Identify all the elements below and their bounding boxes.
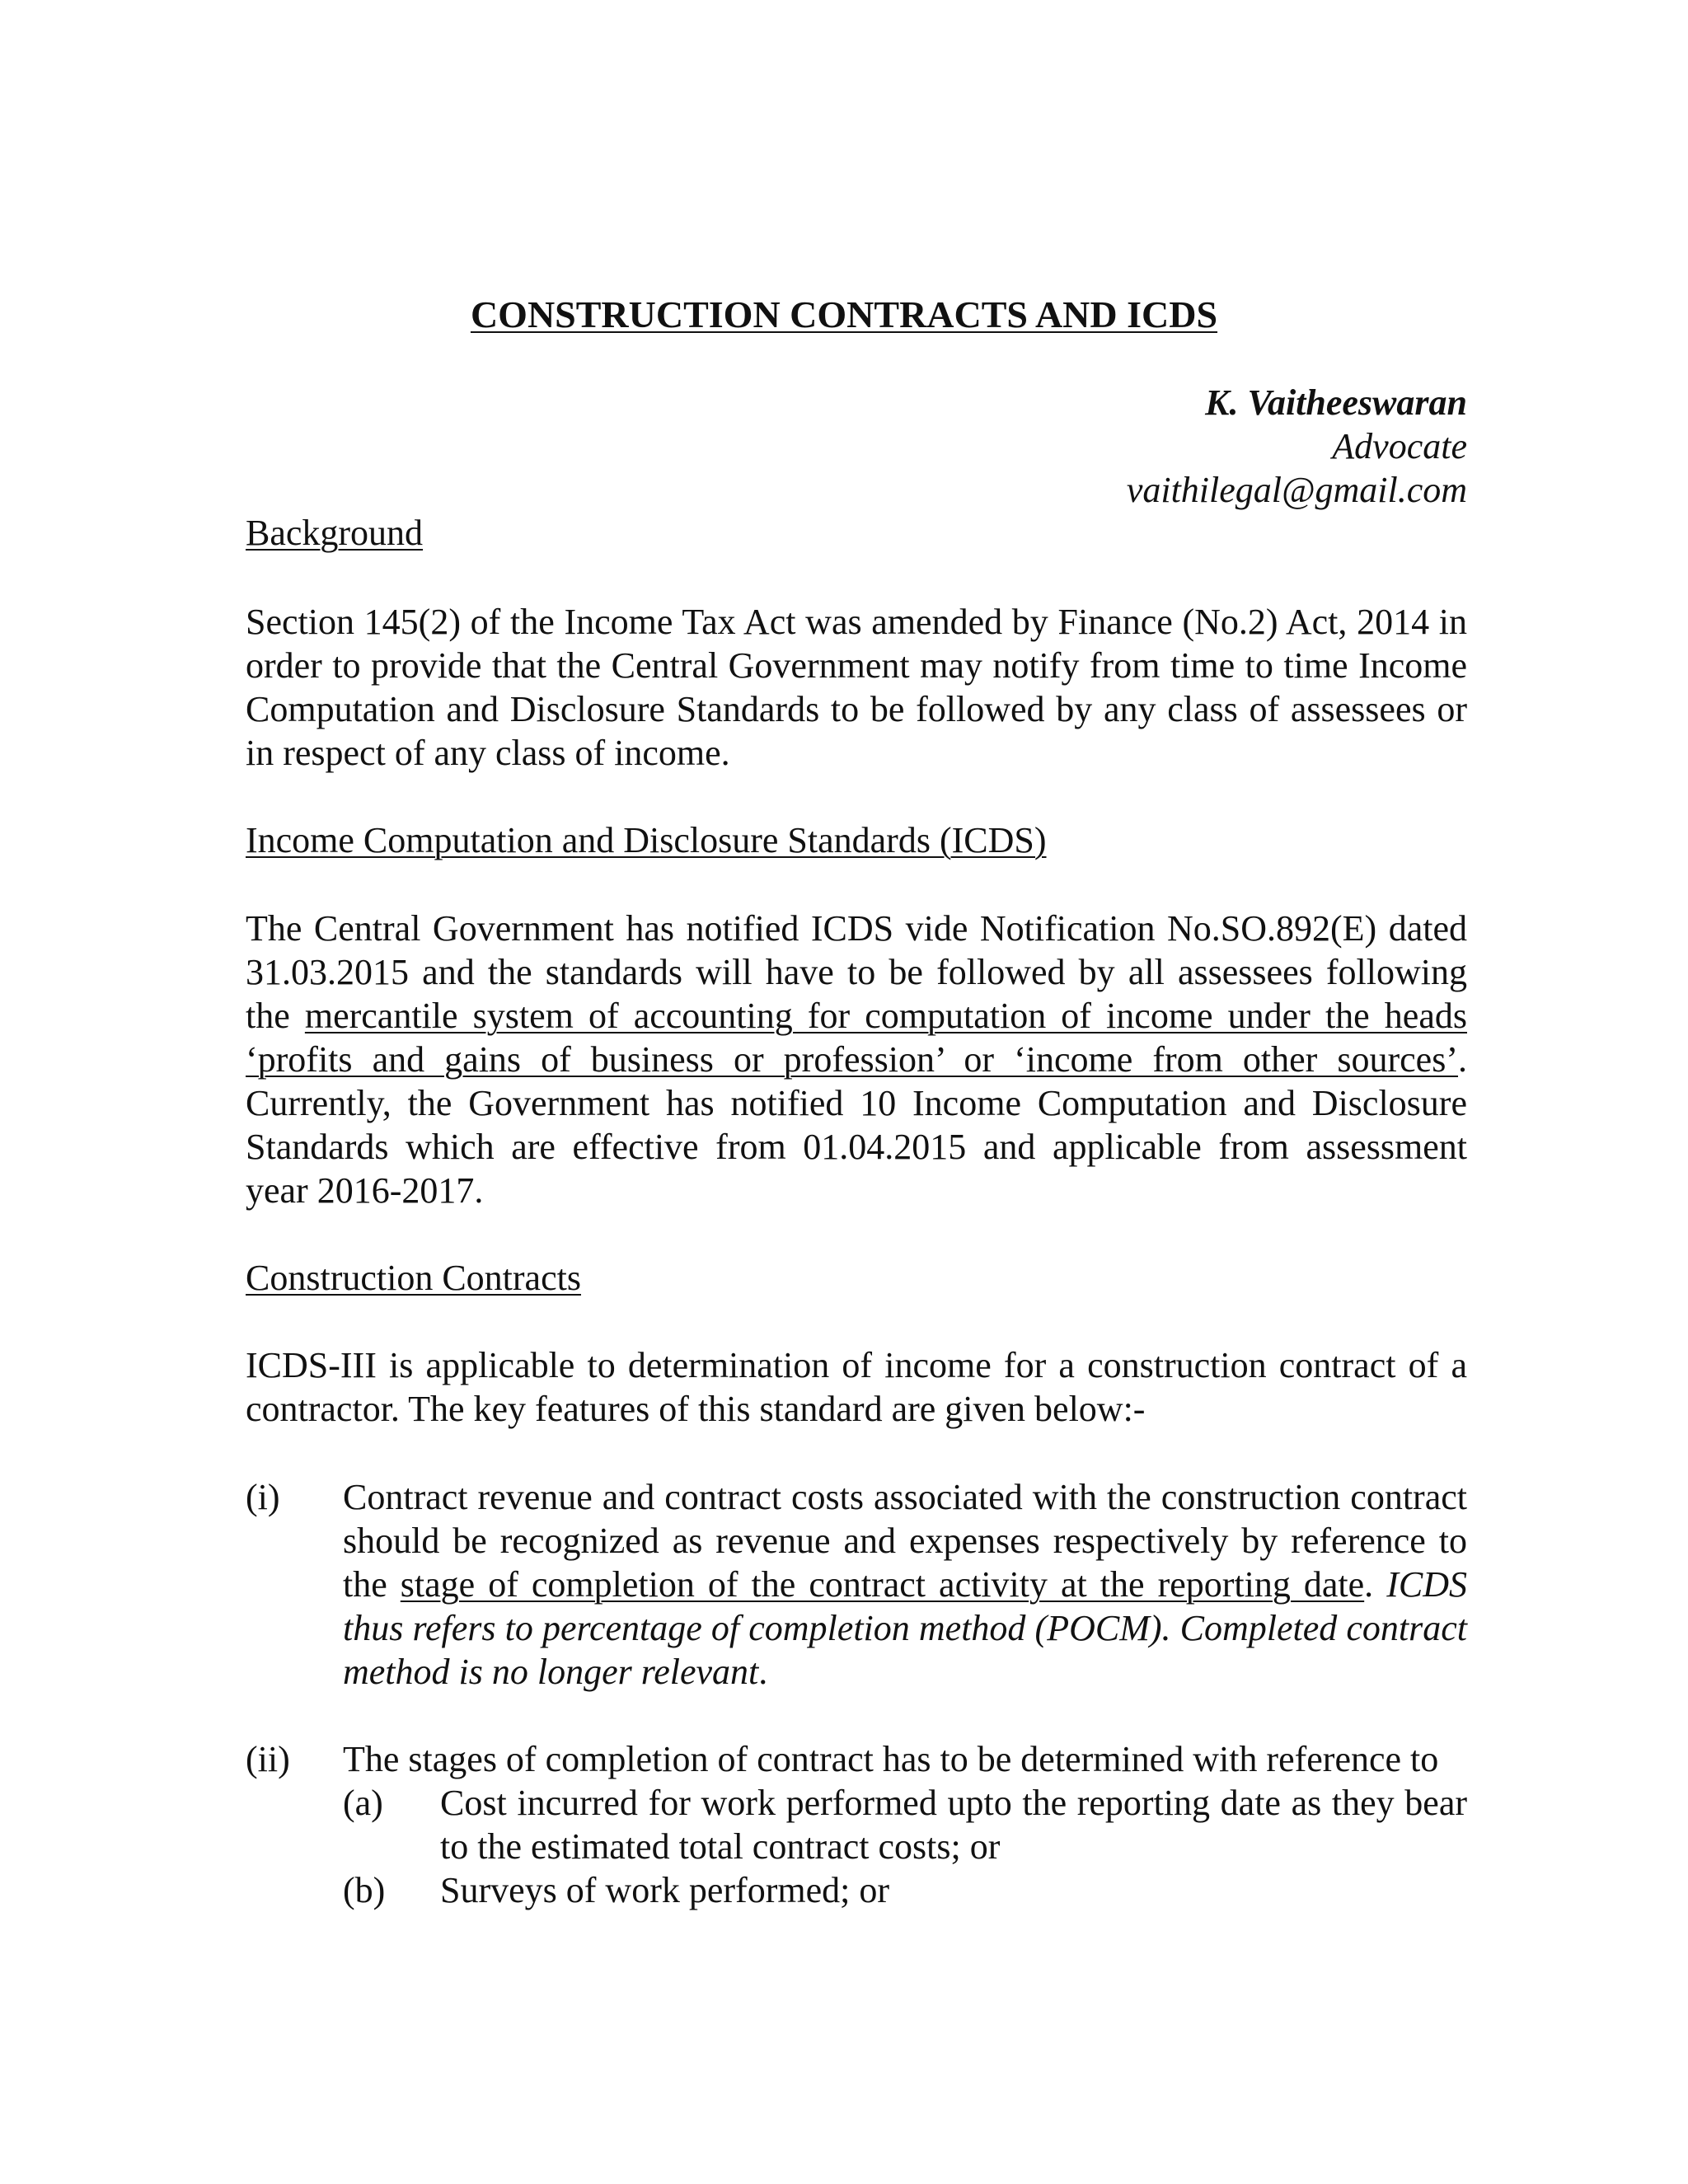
- construction-intro: ICDS-III is applicable to determination of income for a construction contract of a contractor. The key features of this standard are given below:-: [246, 1345, 1467, 1429]
- icds-paragraph-text-1: The Central Government has notified ICDS vide Notification No.SO.892(E) dated 31.03.2015 and the standards will have to be followed by all assessees following the: [246, 908, 1467, 1036]
- list-item: [246, 1737, 1467, 1912]
- icds-paragraph-text-2: . Currently, the Government has notified 10 Income Computation and Disclosure Standards which are effective from 01.04.2015 and applicable from assessment year 2016-2017.: [246, 1039, 1467, 1211]
- item-text-1: Contract revenue and contract costs associated with the construction contract should be recognized as revenue and expenses respectively by reference to the: [343, 1477, 1467, 1605]
- document-title: CONSTRUCTION CONTRACTS AND ICDS: [470, 293, 1218, 335]
- background-heading: Background: [246, 513, 424, 553]
- list-item: [246, 1475, 1467, 1694]
- author-block: [1127, 381, 1467, 512]
- icds-paragraph: [246, 907, 1467, 1212]
- sub-list-item: [343, 1868, 1467, 1912]
- item-text-2: .: [1364, 1564, 1387, 1605]
- author-role: Advocate: [1332, 426, 1467, 466]
- construction-heading: Construction Contracts: [246, 1258, 581, 1298]
- background-paragraph: Section 145(2) of the Income Tax Act was amended by Finance (No.2) Act, 2014 in order to provide that the Central Government may notify from time to time Income Computation and Disclosure Standards to be followed by any class of assessees or in respect of any class of income.: [246, 602, 1467, 773]
- sub-list-item-text: Cost incurred for work performed upto the reporting date as they bear to the estimated total contract costs; or: [440, 1783, 1467, 1867]
- author-email: vaithilegal@gmail.com: [1126, 470, 1467, 510]
- list-item-text: The stages of completion of contract has to be determined with reference to: [343, 1739, 1439, 1779]
- item-text-italic: ICDS thus refers to percentage of completion method (POCM). Completed contract method is no longer relevant: [343, 1564, 1467, 1692]
- icds-heading: Income Computation and Disclosure Standards (ICDS): [246, 820, 1047, 860]
- list-item-marker: (i): [246, 1477, 280, 1517]
- author-name: K. Vaitheeswaran: [1205, 382, 1467, 423]
- icds-paragraph-underlined: mercantile system of accounting for computation of income under the heads ‘profits and gains of business or profession’ or ‘income from other sources’: [246, 996, 1467, 1080]
- item-text-underlined: stage of completion of the contract activity at the reporting date: [400, 1564, 1365, 1605]
- sub-list-item: [343, 1781, 1467, 1868]
- sub-list-item-marker: (b): [343, 1870, 386, 1910]
- sub-list-item-text: Surveys of work performed; or: [440, 1870, 889, 1910]
- sub-list-item-marker: (a): [343, 1783, 383, 1823]
- list-item-marker: (ii): [246, 1739, 290, 1779]
- list-item-text: [343, 1475, 1467, 1694]
- item-text-end: .: [758, 1652, 768, 1692]
